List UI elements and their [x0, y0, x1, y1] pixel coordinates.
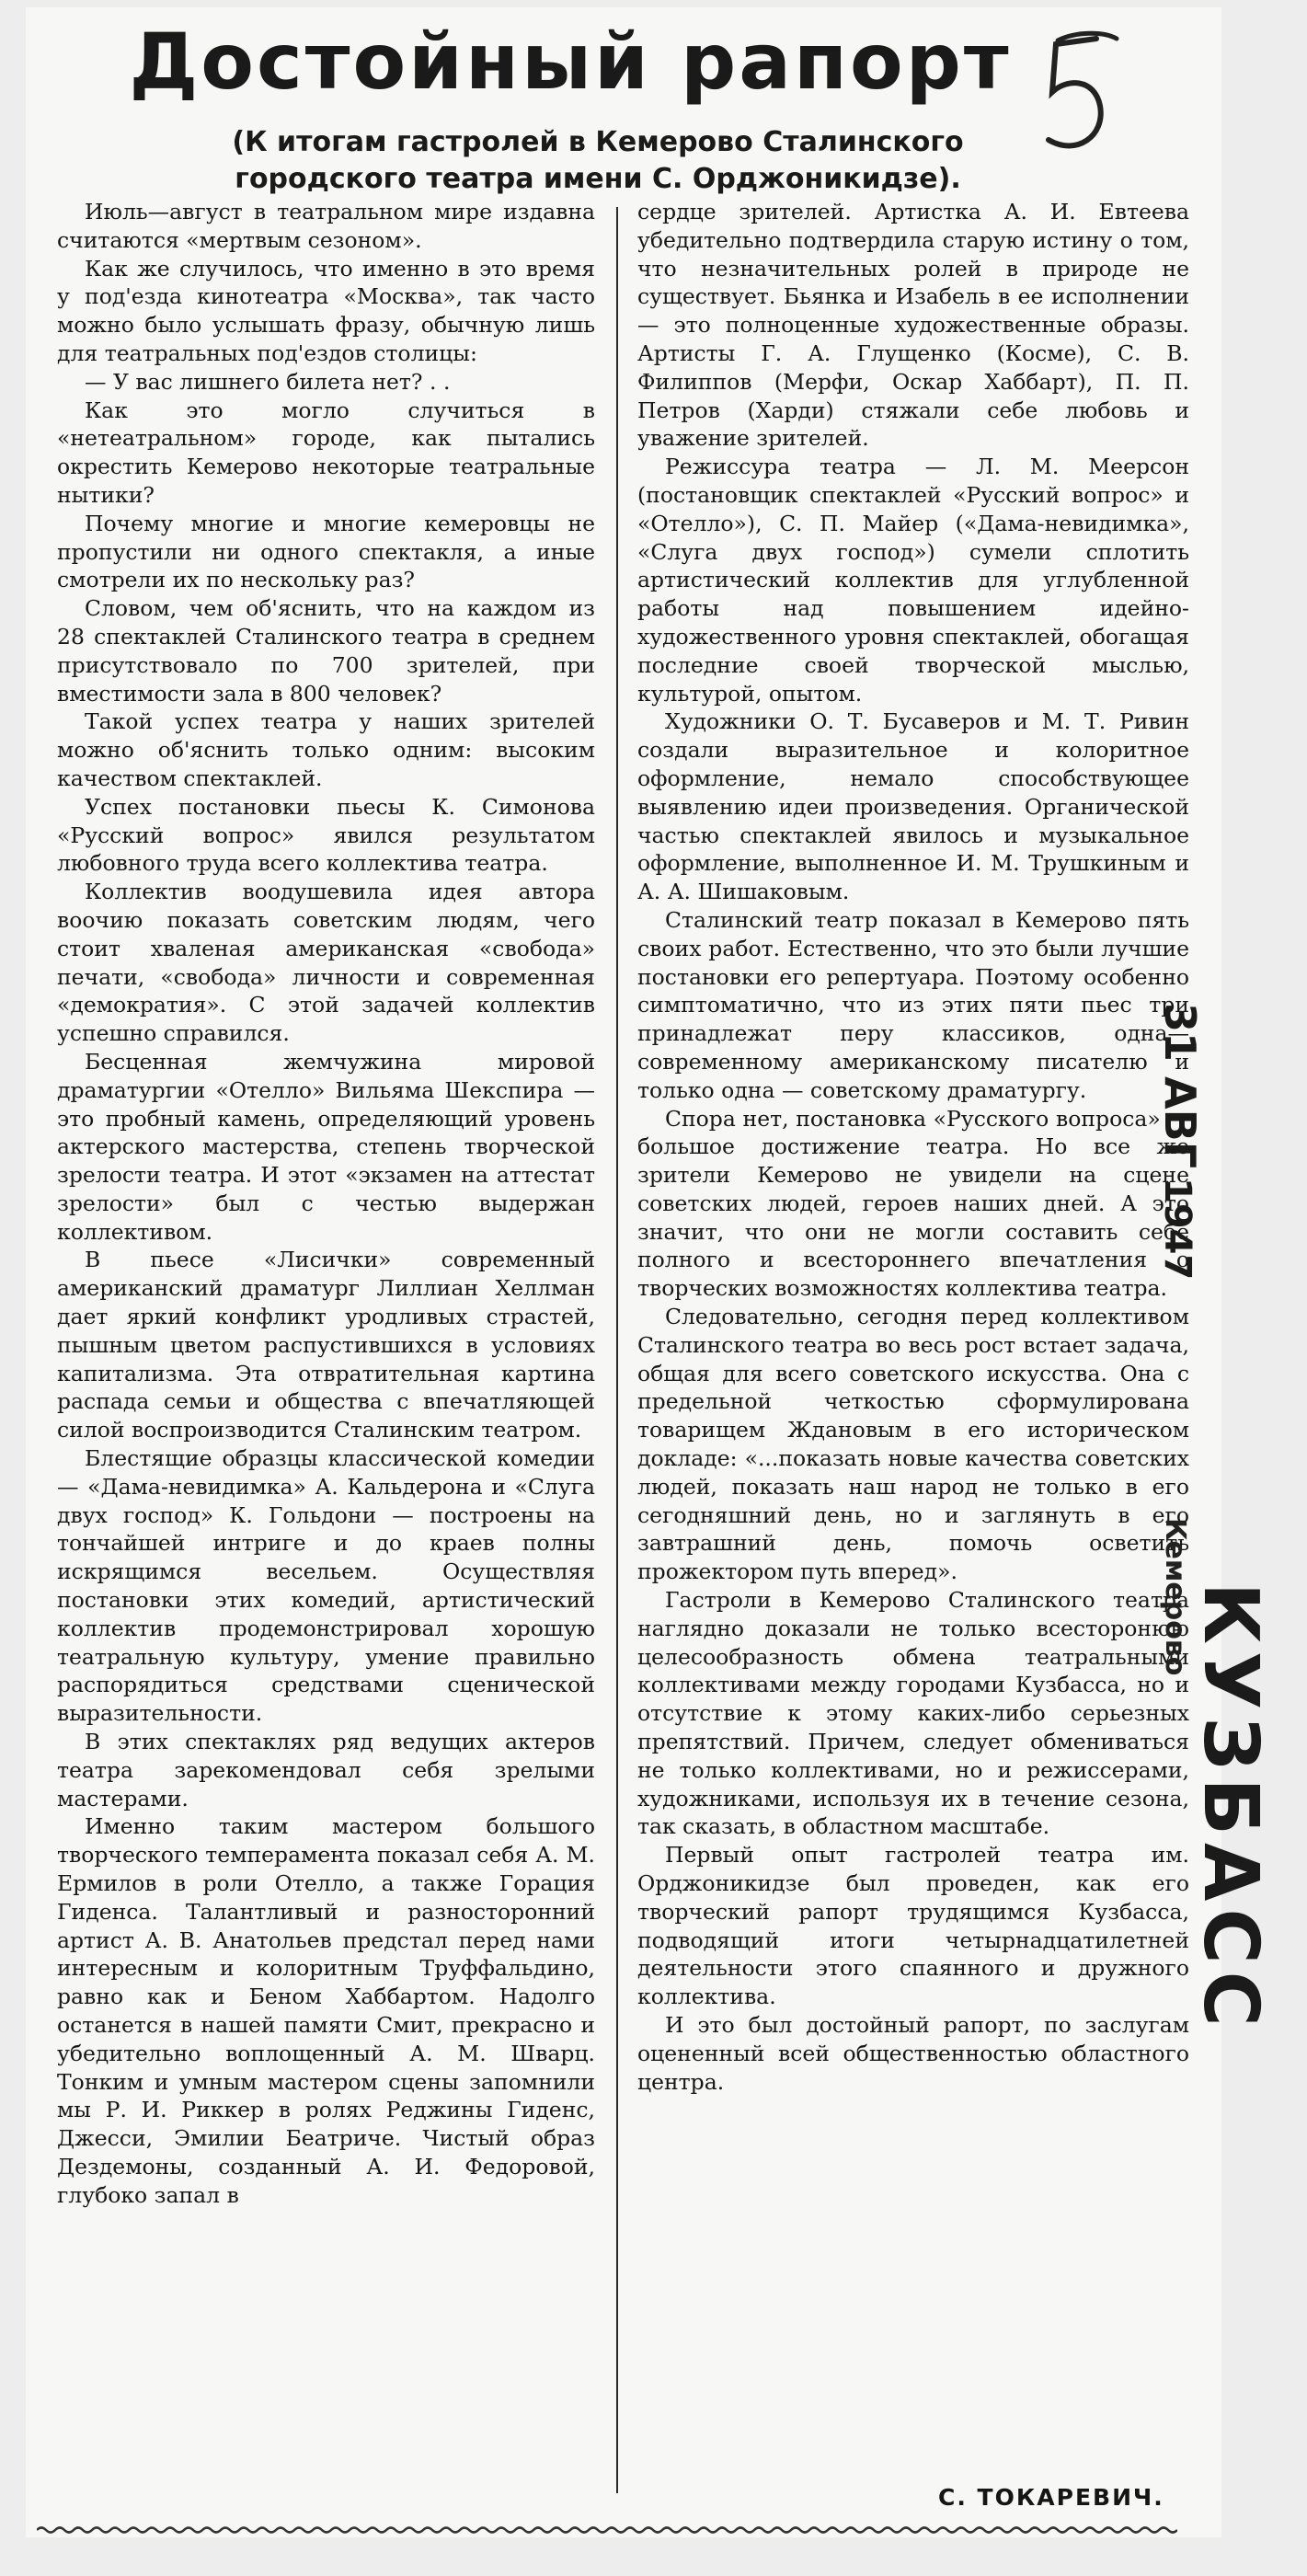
paragraph: Сталинский театр показал в Кемерово пять своих работ. Естественно, что это были лучшие постановки его репертуара. Поэтому особенно симптоматично, что из этих пяти пьес три принадлежат перу классиков, одна—современному американскому писателю и только одна — советскому драматургу. [637, 906, 1189, 1103]
paragraph: В этих спектаклях ряд ведущих актеров театра зарекомендовал себя зрелыми мастерами. [57, 1729, 595, 1811]
paragraph: Июль—август в театральном мире издавна считаются «мертвым сезоном». [57, 199, 595, 253]
article-column-left [57, 198, 595, 2210]
stamp-year-text: 1947 [1156, 1178, 1198, 1281]
paragraph: Следовательно, сегодня перед коллективом Сталинского театра во весь рост встает задача, общая для всего советского искусства. Она с предельной четкостью сформулирована товарищем Ждановым в его историческом докладе: «...показать новые качества советских людей, показать наш народ не только в его сегодняшний день, но и заглянуть в его завтрашний день, помочь осветить прожектором путь вперед». [637, 1304, 1189, 1585]
newspaper-name-stamp: КУЗБАСС [1187, 1582, 1274, 2034]
archive-city-stamp: Кемерово [1159, 1518, 1191, 1676]
paragraph: Бесценная жемчужина мировой драматургии «Отелло» Вильяма Шекспира — это пробный камень, определяющий уровень актерского мастерства, степень творческой зрелости театра. И этот «экзамен на аттестат зрелости» был с честью выдержан коллективом. [57, 1048, 595, 1245]
paragraph: Такой успех театра у наших зрителей можно об'яснить только одним: высоким качеством спектаклей. [57, 708, 595, 791]
paragraph: Первый опыт гастролей театра им. Орджоникидзе был проведен, как его творческий рапорт трудящимся Кузбасса, подводящий итоги четырнадцатилетней деятельности этого спаянного и дружного коллектива. [637, 1842, 1189, 2010]
paragraph: И это был достойный рапорт, по заслугам оцененный всей общественностью областного центра. [637, 2012, 1189, 2095]
paragraph: Именно таким мастером большого творческого темперамента показал себя А. М. Ермилов в роли Отелло, а также Горация Гиденса. Талантливый и разносторонний артист А. В. Анатольев предстал перед нами интересным и колоритным Труффальдино, равно как и Беном Хаббартом. Надолго останется в нашей памяти Смит, прекрасно и убедительно воплощенный А. М. Шварц. Тонким и умным мастером сцены запомнили мы Р. И. Риккер в ролях Реджины Гиденс, Джесси, Эмилии Беатриче. Чистый образ Дездемоны, созданный А. И. Федоровой, глубоко запал в [57, 1813, 595, 2208]
paragraph: В пьесе «Лисички» современный американский драматург Лиллиан Хеллман дает яркий конфликт уродливых страстей, пышным цветом распустившихся в условиях капитализма. Эта отвратительная картина распада семьи и общества с впечатляющей силой воспроизводится Сталинским театром. [57, 1247, 595, 1443]
archive-date-stamp [1155, 1003, 1205, 1280]
paragraph: — У вас лишнего билета нет? . . [85, 368, 451, 395]
paragraph: Почему многие и многие кемеровцы не пропустили ни одного спектакля, а иные смотрели их по нескольку раз? [57, 510, 595, 593]
author-signature: С. ТОКАРЕВИЧ. [938, 2484, 1164, 2511]
paragraph: Спора нет, постановка «Русского вопроса» — большое достижение театра. Но все же зрители Кемерово не увидели на сцене советских людей, героев наших дней. А это значит, что они не могли составить себе полного и всестороннего впечатления о творческих возможностях коллектива театра. [637, 1105, 1189, 1302]
paragraph: Коллектив воодушевила идея автора воочию показать советским людям, чего стоит хваленая американская «свобода» печати, «свобода» личности и современная «демократия». С этой задачей коллектив успешно справился. [57, 879, 595, 1047]
paragraph: Гастроли в Кемерово Сталинского театра наглядно доказали не только всесторонюю целесообразность обмена театральными коллективами между городами Кузбасса, но и отсутствие к этому каких-либо серьезных препятствий. Причем, следует обмениваться не только коллективами, но и режиссерами, художниками, используя их в течение сезона, так сказать, в областном масштабе. [637, 1587, 1189, 1840]
article-headline: Достойный рапорт [129, 17, 1012, 107]
paragraph: Как же случилось, что именно в это время у под'езда кинотеатра «Москва», так часто можно было услышать фразу, обычную лишь для театральных под'ездов столицы: [57, 255, 595, 366]
paragraph: сердце зрителей. Артистка А. И. Евтеева убедительно подтвердила старую истину о том, что незначительных ролей в природе не существует. Бьянка и Изабель в ее исполнении — это полноценные художественные образы. Артисты Г. А. Глущенко (Косме), С. В. Филиппов (Мерфи, Оскар Хаббарт), П. П. Петров (Харди) стяжали себе любовь и уважение зрителей. [637, 199, 1189, 452]
paragraph: Успех постановки пьесы К. Симонова «Русский вопрос» явился результатом любовного труда всего коллектива театра. [57, 793, 595, 877]
paragraph: Блестящие образцы классической комедии — «Дама-невидимка» А. Кальдерона и «Слуга двух господ» К. Гольдони — построены на тончайшей интриге и до краев полны искрящимся весельем. Осуществляя постановки этих комедий, артистический коллектив продемонстрировал хорошую театральную культуру, умение правильно распорядиться средствами сценической выразительности. [57, 1445, 595, 1727]
paragraph: Как это могло случиться в «нетеатральном» городе, как пытались окрестить Кемерово некоторые театральные нытики? [57, 397, 595, 508]
paragraph: Режиссура театра — Л. М. Меерсон (постановщик спектаклей «Русский вопрос» и «Отелло»), С. П. Майер («Дама-невидимка», «Слуга двух господ») сумели сплотить артистический коллектив для углубленной работы над повышением идейно-художественного уровня спектаклей, обогащая последние своей творческой мыслью, культурой, опытом. [637, 454, 1189, 707]
paragraph: Словом, чем об'яснить, что на каждом из 28 спектаклей Сталинского театра в среднем присутствовало по 700 зрителей, при вместимости зала в 800 человек? [57, 595, 595, 707]
article-subheadline: (К итогам гастролей в Кемерово Сталинского городского театра имени С. Орджоникидзе). [232, 126, 964, 195]
column-divider [616, 207, 618, 2493]
decorative-border [37, 2525, 1177, 2535]
paragraph: Художники О. Т. Бусаверов и М. Т. Ривин создали выразительное и колоритное оформление, немало способствующее выявлению идеи произведения. Органической частью спектаклей явилось и музыкальное оформление, выполненное И. М. Трушкиным и А. А. Шишаковым. [637, 708, 1189, 905]
handwritten-mark [1039, 28, 1122, 166]
stamp-date-text: 31 АВГ [1155, 1003, 1205, 1169]
article-column-right [637, 198, 1189, 2096]
